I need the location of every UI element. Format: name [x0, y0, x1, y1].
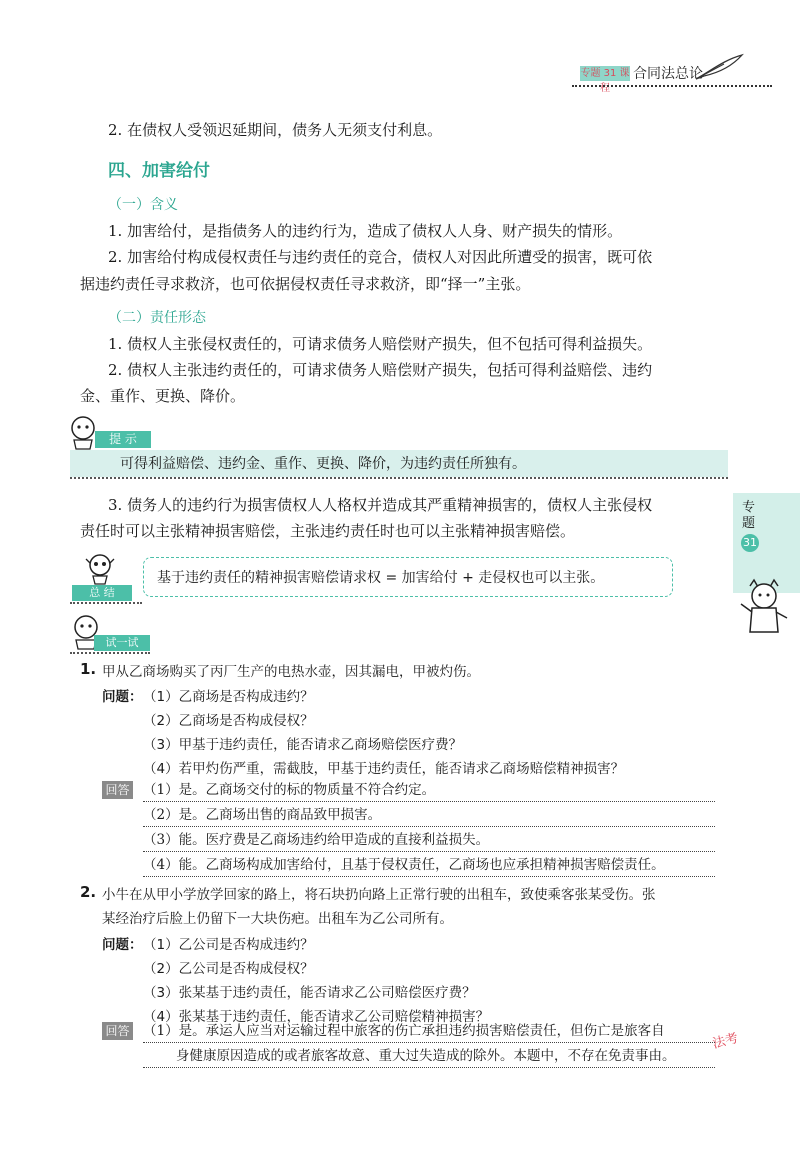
question-ask: （2）乙商场是否构成侵权？ — [143, 713, 314, 729]
summary-label: 总 结 — [72, 585, 132, 601]
question-number: 2. — [80, 883, 97, 901]
question-ask: （4）张某基于违约责任，能否请求乙公司赔偿精神损害？ — [143, 1009, 490, 1025]
paragraph-contract-1: 2. 债权人主张违约责任的，可请求债务人赔偿财产损失，包括可得利益赔偿、违约 — [108, 361, 653, 379]
answer-divider — [143, 1067, 715, 1068]
subheading-meaning: （一）含义 — [108, 197, 178, 213]
tip-label: 提 示 — [95, 431, 151, 448]
answer-badge: 回答 — [102, 1022, 133, 1040]
question-ask-label: 问题： — [102, 689, 143, 705]
header-divider — [572, 85, 772, 87]
robot-mascot-icon — [84, 551, 116, 585]
paragraph-contract-2: 金、重作、更换、降价。 — [80, 387, 246, 405]
cat-mascot-icon — [738, 578, 790, 634]
chapter-badge: 专题 31 课程 — [580, 68, 630, 94]
question-text: 小牛在从甲小学放学回家的路上，将石块扔向路上正常行驶的出租车，致使乘客张某受伤。张 — [102, 887, 656, 903]
stamp-mark: 法考 — [711, 1030, 741, 1053]
paragraph-definition: 1. 加害给付，是指债务人的违约行为，造成了债权人人身、财产损失的情形。 — [108, 222, 623, 240]
side-tab-label: 专题 — [742, 500, 756, 531]
answer-divider — [143, 851, 715, 852]
question-ask: （3）张某基于违约责任，能否请求乙公司赔偿医疗费？ — [143, 985, 476, 1001]
section-heading: 四、加害给付 — [108, 161, 210, 181]
answer-line: 身健康原因造成的或者旅客故意、重大过失造成的除外。本题中，不存在免责事由。 — [176, 1048, 676, 1064]
paragraph-tort: 1. 债权人主张侵权责任的，可请求债务人赔偿财产损失，但不包括可得利益损失。 — [108, 335, 653, 353]
side-tab-number: 31 — [741, 534, 759, 552]
paragraph-mental-damage-1: 3. 债务人的违约行为损害债权人人格权并造成其严重精神损害的，债权人主张侵权 — [108, 496, 653, 514]
answer-divider — [143, 826, 715, 827]
answer-badge: 回答 — [102, 781, 133, 799]
chapter-title: 合同法总论 — [633, 66, 703, 82]
answer-divider — [143, 801, 715, 802]
paragraph-mental-damage-2: 责任时可以主张精神损害赔偿，主张违约责任时也可以主张精神损害赔偿。 — [80, 522, 576, 540]
question-ask: （3）甲基于违约责任，能否请求乙商场赔偿医疗费？ — [143, 737, 463, 753]
try-label: 试一试 — [94, 635, 150, 651]
answer-line: （3）能。医疗费是乙商场违约给甲造成的直接利益损失。 — [143, 832, 490, 848]
paragraph-intro: 2. 在债权人受领迟延期间，债务人无须支付利息。 — [108, 121, 443, 139]
paragraph-concurrence-1: 2. 加害给付构成侵权责任与违约责任的竞合，债权人对因此所遭受的损害，既可依 — [108, 248, 653, 266]
feather-icon — [694, 52, 744, 82]
answer-divider — [143, 876, 715, 877]
answer-line: （1）是。承运人应当对运输过程中旅客的伤亡承担违约损害赔偿责任，但伤亡是旅客自 — [143, 1023, 665, 1039]
try-divider — [70, 652, 150, 654]
question-text: 甲从乙商场购买了丙厂生产的电热水壶，因其漏电，甲被灼伤。 — [102, 664, 480, 680]
answer-line: （1）是。乙商场交付的标的物质量不符合约定。 — [143, 782, 436, 798]
answer-line: （2）是。乙商场出售的商品致甲损害。 — [143, 807, 382, 823]
subheading-liability: （二）责任形态 — [108, 310, 206, 326]
tip-text: 可得利益赔偿、违约金、重作、更换、降价，为违约责任所独有。 — [120, 456, 526, 472]
answer-divider — [143, 1042, 715, 1043]
question-text: 某经治疗后脸上仍留下一大块伤疤。出租车为乙公司所有。 — [102, 911, 453, 927]
question-ask: （2）乙公司是否构成侵权？ — [143, 961, 314, 977]
tip-divider — [70, 477, 728, 479]
question-ask: （1）乙商场是否构成违约？ — [143, 689, 314, 705]
paragraph-concurrence-2: 据违约责任寻求救济，也可依据侵权责任寻求救济，即“择一”主张。 — [80, 275, 531, 293]
question-number: 1. — [80, 660, 97, 678]
question-ask: （4）若甲灼伤严重，需截肢，甲基于违约责任，能否请求乙商场赔偿精神损害？ — [143, 761, 625, 777]
summary-text: 基于违约责任的精神损害赔偿请求权 = 加害给付 + 走侵权也可以主张。 — [157, 570, 605, 586]
answer-line: （4）能。乙商场构成加害给付，且基于侵权责任，乙商场也应承担精神损害赔偿责任。 — [143, 857, 665, 873]
question-ask: （1）乙公司是否构成违约？ — [143, 937, 314, 953]
summary-divider — [70, 602, 142, 604]
question-ask-label: 问题： — [102, 937, 143, 953]
